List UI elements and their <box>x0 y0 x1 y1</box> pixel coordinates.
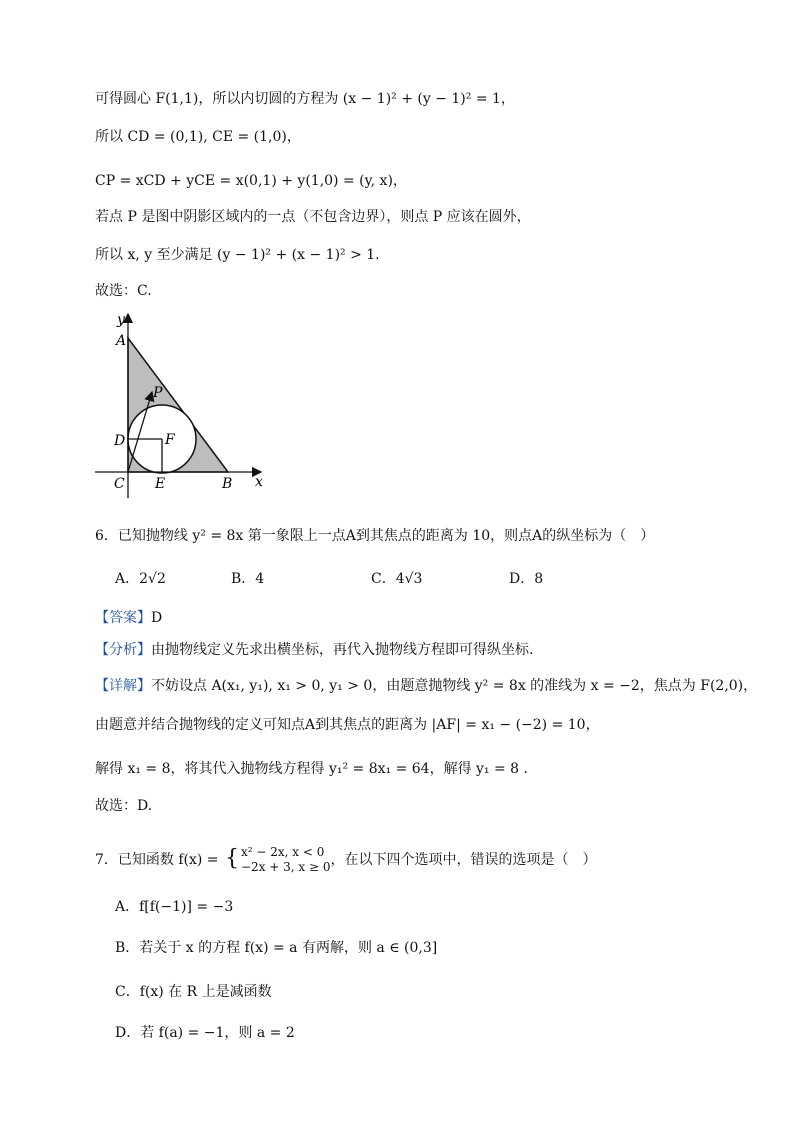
solution-line-1: 可得圆心 F(1,1)，所以内切圆的方程为 (x − 1)² + (y − 1)² = 1， <box>95 91 515 107</box>
q6-analysis-line <box>95 641 533 659</box>
q7-option-c: C．f(x) 在 R 上是减函数 <box>115 984 272 1000</box>
solution-line-5: 所以 x, y 至少满足 (y − 1)² + (x − 1)² > 1. <box>95 247 380 263</box>
q6-detail-line-3: 解得 x₁ = 8，将其代入抛物线方程得 y₁² = 8x₁ = 64，解得 y₁ = 8 . <box>95 761 528 777</box>
label-p: P <box>153 385 163 401</box>
answer-value: D <box>151 610 163 626</box>
q7-stem <box>95 845 597 875</box>
label-x: x <box>255 474 263 490</box>
q6-option-c: C．4√3 <box>371 571 423 587</box>
piecewise-brace: { <box>225 846 239 871</box>
analysis-tag: 【分析】 <box>95 642 151 658</box>
q7-option-d: D．若 f(a) = −1，则 a = 2 <box>115 1025 295 1041</box>
label-f: F <box>165 432 175 448</box>
label-y: y <box>117 312 125 328</box>
detail-tag: 【详解】 <box>95 678 151 694</box>
label-e: E <box>155 476 166 492</box>
q6-detail-line-2: 由题意并结合抛物线的定义可知点A到其焦点的距离为 |AF| = x₁ − (−2) = 10， <box>95 717 600 733</box>
label-a: A <box>116 333 127 349</box>
q6-stem: 6．已知抛物线 y² = 8x 第一象限上一点A到其焦点的距离为 10，则点A的纵坐标为（ ） <box>95 528 655 544</box>
q7-stem-prefix: 7．已知函数 f(x) = <box>95 852 219 868</box>
q7-option-b: B．若关于 x 的方程 f(x) = a 有两解，则 a ∈ (0,3] <box>115 940 438 956</box>
label-d: D <box>114 433 126 449</box>
q7-option-a: A．f[f(−1)] = −3 <box>115 899 234 915</box>
geometry-figure <box>95 308 275 498</box>
q6-option-d: D．8 <box>509 571 544 587</box>
q6-detail-line-1 <box>95 677 757 695</box>
q6-option-a: A．2√2 <box>115 571 166 587</box>
piecewise-cases <box>241 845 331 875</box>
solution-line-4: 若点 P 是图中阴影区域内的一点（不包含边界），则点 P 应该在圆外， <box>95 209 531 225</box>
q6-answer-line <box>95 609 162 627</box>
solution-conclusion: 故选：C. <box>95 283 152 299</box>
label-c: C <box>114 476 125 492</box>
label-b: B <box>222 476 233 492</box>
piecewise-case-1: x² − 2x, x < 0 <box>241 845 325 859</box>
detail-text-1: 不妨设点 A(x₁, y₁), x₁ > 0, y₁ > 0，由题意抛物线 y² = 8x 的准线为 x = −2，焦点为 F(2,0)， <box>151 678 758 694</box>
solution-line-3: CP = xCD + yCE = x(0,1) + y(1,0) = (y, x)， <box>95 173 407 189</box>
piecewise-case-2: −2x + 3, x ≥ 0 <box>241 860 331 874</box>
q6-option-b: B．4 <box>231 571 265 587</box>
answer-tag: 【答案】 <box>95 610 151 626</box>
solution-line-2: 所以 CD = (0,1), CE = (1,0)， <box>95 129 301 145</box>
q6-conclusion: 故选：D. <box>95 798 153 814</box>
analysis-text: 由抛物线定义先求出横坐标，再代入抛物线方程即可得纵坐标. <box>151 642 534 658</box>
q7-stem-suffix: ，在以下四个选项中，错误的选项是（ ） <box>330 852 597 868</box>
